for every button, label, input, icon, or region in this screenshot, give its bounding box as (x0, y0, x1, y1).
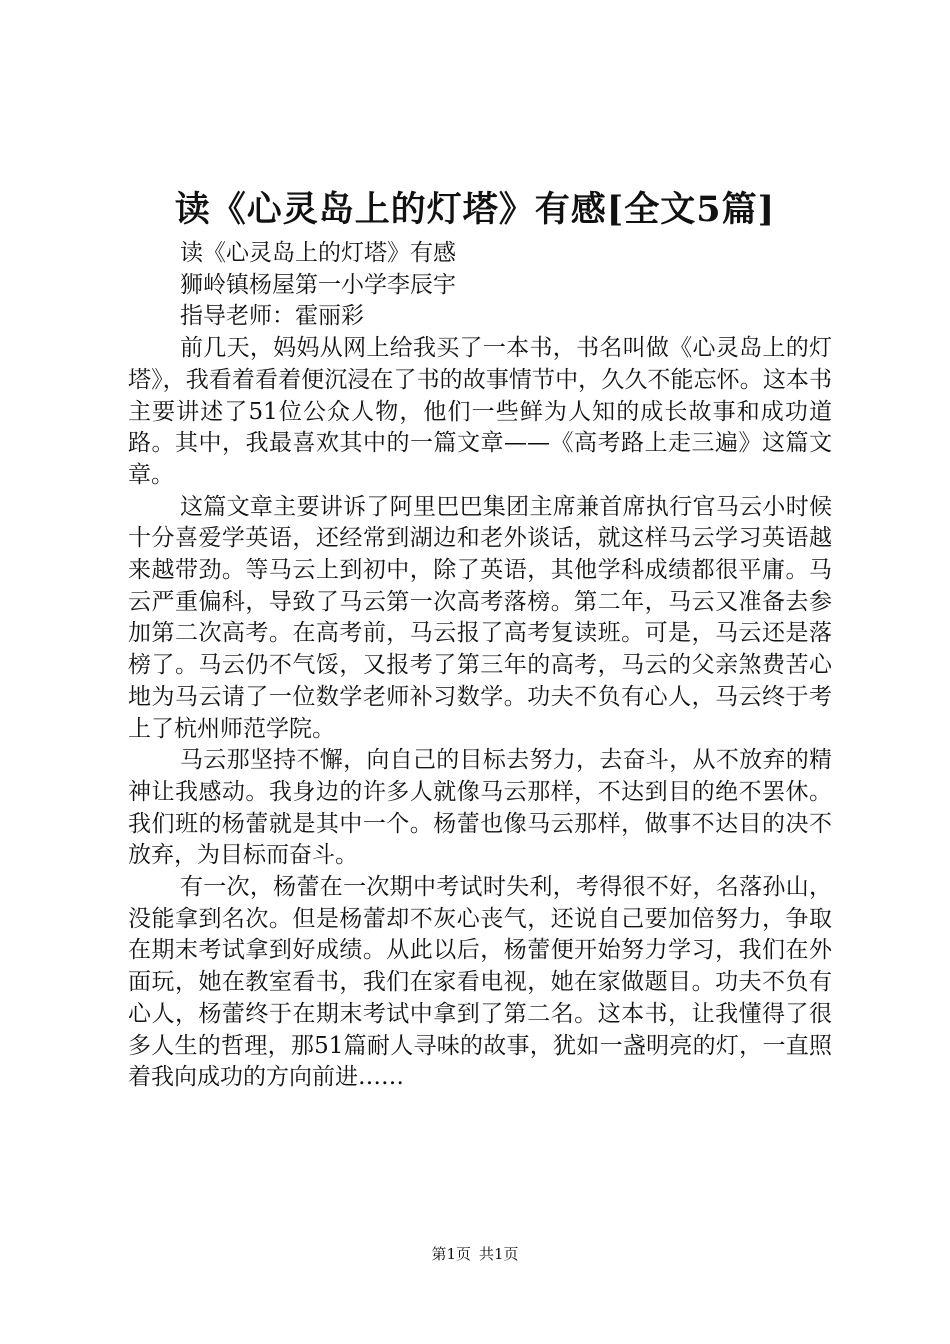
document-title: 读《心灵岛上的灯塔》有感[全文5篇] (174, 189, 776, 230)
paragraph: 有一次，杨蕾在一次期中考试时失利，考得很不好，名落孙山，没能拿到名次。但是杨蕾却不灰心丧气，还说自己要加倍努力，争取在期末考试拿到好成绩。从此以后，杨蕾便开始努力学习，我们在外面玩，她在教室看书，我们在家看电视，她在家做题目。功夫不负有心人，杨蕾终于在期末考试中拿到了第二名。这本书，让我懂得了很多人生的哲理，那51篇耐人寻味的故事，犹如一盏明亮的灯，一直照着我向成功的方向前进…… (128, 874, 832, 1091)
document-body (128, 238, 832, 1094)
paragraph: 前几天，妈妈从网上给我买了一本书，书名叫做《心灵岛上的灯塔》，我看着看着便沉浸在了书的故事情节中，久久不能忘怀。这本书主要讲述了51位公众人物，他们一些鲜为人知的成长故事和成功道路。其中，我最喜欢其中的一篇文章——《高考路上走三遍》这篇文章。 (128, 335, 832, 488)
page-total: 共1页 (479, 1245, 519, 1263)
paragraph: 马云那坚持不懈，向自己的目标去努力，去奋斗，从不放弃的精神让我感动。我身边的许多人就像马云那样，不达到目的绝不罢休。我们班的杨蕾就是其中一个。杨蕾也像马云那样，做事不达目的决不放弃，为目标而奋斗。 (128, 747, 832, 869)
page-footer (0, 1244, 950, 1264)
paragraph: 这篇文章主要讲诉了阿里巴巴集团主席兼首席执行官马云小时候十分喜爱学英语，还经常到湖边和老外谈话，就这样马云学习英语越来越带劲。等马云上到初中，除了英语，其他学科成绩都很平庸。马云严重偏科，导致了马云第一次高考落榜。第二年，马云又准备去参加第二次高考。在高考前，马云报了高考复读班。可是，马云还是落榜了。马云仍不气馁，又报考了第三年的高考，马云的父亲煞费苦心地为马云请了一位数学老师补习数学。功夫不负有心人，马云终于考上了杭州师范学院。 (128, 493, 832, 742)
author-line: 狮岭镇杨屋第一小学李辰宇 (180, 271, 456, 298)
page-number: 第1页 (431, 1245, 471, 1263)
teacher-line: 指导老师：霍丽彩 (180, 303, 364, 330)
article-subtitle: 读《心灵岛上的灯塔》有感 (180, 240, 456, 266)
